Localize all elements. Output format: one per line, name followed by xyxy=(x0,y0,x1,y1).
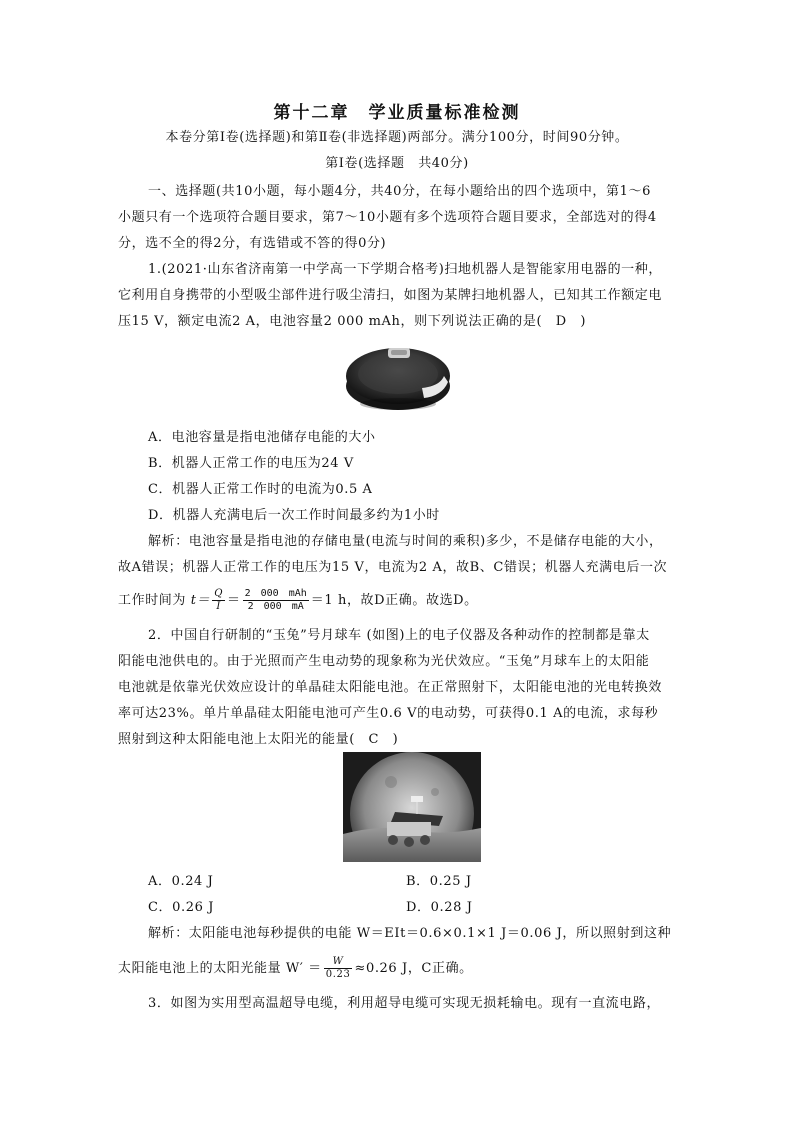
q2-analysis-formula-line xyxy=(118,952,678,986)
fraction-q-over-i: $\frac{Q}{I}$ xyxy=(214,588,223,612)
q1-option: B．机器人正常工作的电压为24 V xyxy=(148,456,354,471)
q2-stem-line: 照射到这种太阳能电池上太阳光的能量( C ) xyxy=(118,732,399,747)
q2-option-a: A．0.24 J xyxy=(148,874,214,889)
formula-suffix: ＝1 h，故D正确。故选D。 xyxy=(310,593,478,608)
q1-option: C．机器人正常工作时的电流为0.5 A xyxy=(148,482,373,497)
lunar-rover-image xyxy=(343,752,481,862)
formula-prefix: 太阳能电池上的太阳光能量 W′ ＝ xyxy=(118,961,322,976)
instructions-line: 小题只有一个选项符合题目要求，第7～10小题有多个选项符合题目要求，全部选对的得4 xyxy=(118,210,657,225)
q1-stem-line: 它利用自身携带的小型吸尘部件进行吸尘清扫，如图为某牌扫地机器人，已知其工作额定电 xyxy=(118,288,663,303)
q2-stem-line: 阳能电池供电的。由于光照而产生电动势的现象称为光伏效应。“玉兔”月球车上的太阳能 xyxy=(118,654,650,669)
q1-analysis-line: 解析：电池容量是指电池的存储电量(电流与时间的乘积)多少，不是储存电能的大小， xyxy=(148,534,663,549)
q1-analysis-line: 故A错误；机器人正常工作的电压为15 V，电流为2 A，故B、C错误；机器人充满电后一次 xyxy=(118,560,668,575)
q2-stem-line: 率可达23%。单片单晶硅太阳能电池可产生0.6 V的电动势，可获得0.1 A的电流，求每秒 xyxy=(118,706,659,721)
q1-stem-line: 压15 V，额定电流2 A，电池容量2 000 mAh，则下列说法正确的是( D ) xyxy=(118,314,587,329)
fraction-capacity-over-current: $\frac{\text{2 000 mAh}}{2 000 mA}$ xyxy=(244,588,307,612)
formula-var: t＝ xyxy=(190,593,211,608)
formula-prefix: 工作时间为 xyxy=(118,593,187,608)
q2-analysis-line: 解析：太阳能电池每秒提供的电能 W＝EIt＝0.6×0.1×1 J＝0.06 J，所以照射到这种 xyxy=(148,926,672,941)
fraction-w-over-efficiency: $\frac{W}{0.23}$ xyxy=(325,956,351,980)
q2-stem-line: 电池就是依靠光伏效应设计的单晶硅太阳能电池。在正常照射下，太阳能电池的光电转换效 xyxy=(118,680,663,695)
q3-stem-line: 3．如图为实用型高温超导电缆，利用超导电缆可实现无损耗输电。现有一直流电路， xyxy=(148,996,661,1011)
q2-stem-line: 2．中国自行研制的“玉兔”号月球车 (如图)上的电子仪器及各种动作的控制都是靠太 xyxy=(148,628,650,643)
q1-option: A．电池容量是指电池储存电能的大小 xyxy=(148,430,376,445)
q2-option-c: C．0.26 J xyxy=(148,900,215,915)
q1-option: D．机器人充满电后一次工作时间最多约为1小时 xyxy=(148,508,440,523)
q1-formula-line: 工作时间为 t＝ $\frac{Q}{I}$ ＝ $\frac{\text{2 000 mAh}}{2 000 mA}$ ＝1 h，故D正确。故选D。 xyxy=(118,588,478,612)
robot-vacuum-image xyxy=(344,334,452,416)
section-heading: 第Ⅰ卷(选择题 共40分) xyxy=(325,156,469,171)
page-title: 第十二章 学业质量标准检测 xyxy=(273,103,521,123)
formula-suffix: ≈0.26 J，C正确。 xyxy=(354,961,473,976)
exam-intro: 本卷分第Ⅰ卷(选择题)和第Ⅱ卷(非选择题)两部分。满分100分，时间90分钟。 xyxy=(165,130,629,145)
q1-stem-line: 1.(2021·山东省济南第一中学高一下学期合格考)扫地机器人是智能家用电器的一种， xyxy=(148,262,662,277)
instructions-line: 一、选择题(共10小题，每小题4分，共40分，在每小题给出的四个选项中，第1～6 xyxy=(148,184,651,199)
instructions-line: 分，选不全的得2分，有选错或不答的得0分) xyxy=(118,236,387,251)
q2-option-d: D．0.28 J xyxy=(406,900,473,915)
q2-option-b: B．0.25 J xyxy=(406,874,472,889)
